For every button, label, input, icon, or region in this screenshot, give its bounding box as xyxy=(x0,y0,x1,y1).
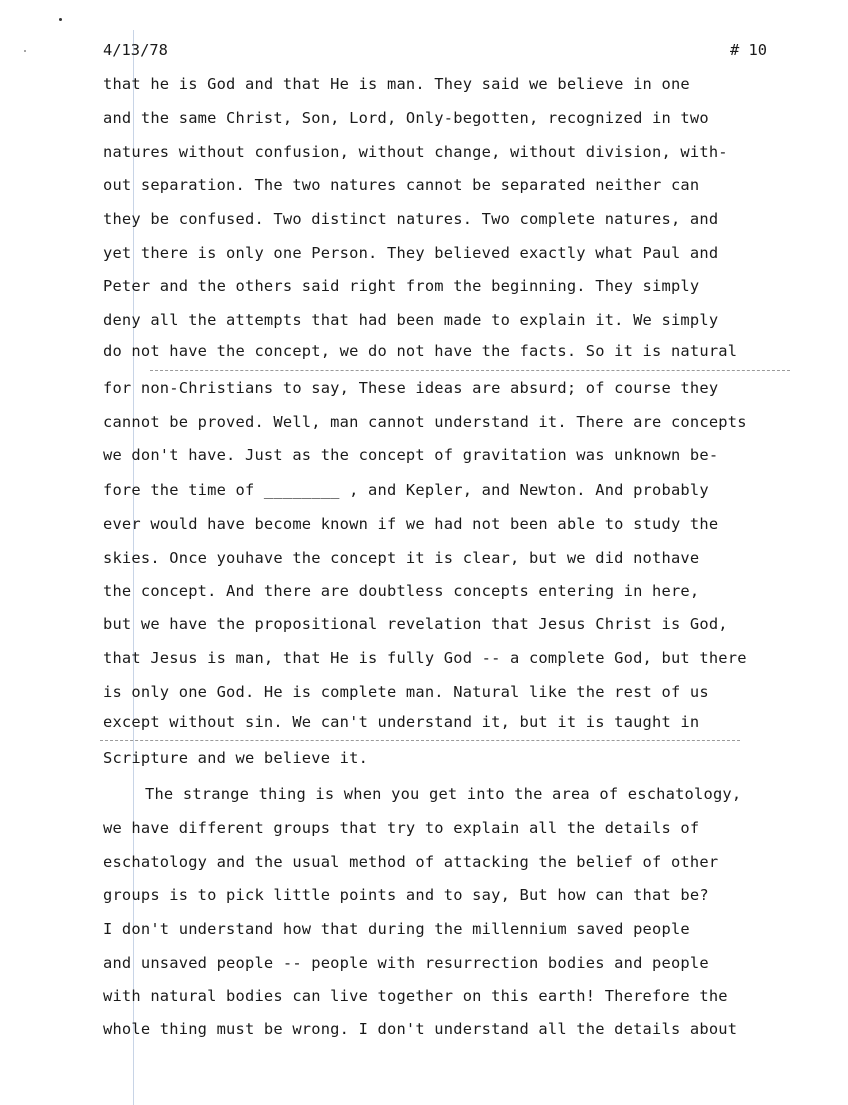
text-line: The strange thing is when you get into the area of eschatology, xyxy=(145,785,742,803)
text-line: natures without confusion, without change, without division, with- xyxy=(103,143,728,161)
text-line: Scripture and we believe it. xyxy=(103,749,369,767)
faint-dashed-rule xyxy=(150,370,790,371)
text-line: we don't have. Just as the concept of gravitation was unknown be- xyxy=(103,446,719,464)
text-line: they be confused. Two distinct natures. Two complete natures, and xyxy=(103,210,719,228)
text-line: out separation. The two natures cannot be separated neither can xyxy=(103,176,700,194)
ink-speck xyxy=(59,18,62,21)
text-line: with natural bodies can live together on this earth! Therefore the xyxy=(103,987,728,1005)
text-line: Peter and the others said right from the beginning. They simply xyxy=(103,277,700,295)
text-line: do not have the concept, we do not have the facts. So it is natural xyxy=(103,342,738,360)
text-line: ever would have become known if we had not been able to study the xyxy=(103,515,719,533)
text-line: groups is to pick little points and to say, But how can that be? xyxy=(103,886,709,904)
text-line: the concept. And there are doubtless concepts entering in here, xyxy=(103,582,700,600)
ink-speck xyxy=(24,50,26,52)
text-line: I don't understand how that during the millennium saved people xyxy=(103,920,690,938)
text-line: that he is God and that He is man. They said we believe in one xyxy=(103,75,690,93)
text-line: cannot be proved. Well, man cannot understand it. There are concepts xyxy=(103,413,747,431)
text-line: except without sin. We can't understand it, but it is taught in xyxy=(103,713,700,731)
page-number: # 10 xyxy=(730,41,768,59)
page-date: 4/13/78 xyxy=(103,41,168,59)
text-line: and unsaved people -- people with resurrection bodies and people xyxy=(103,954,709,972)
text-line: deny all the attempts that had been made to explain it. We simply xyxy=(103,311,719,329)
text-line: eschatology and the usual method of attacking the belief of other xyxy=(103,853,719,871)
text-line: is only one God. He is complete man. Natural like the rest of us xyxy=(103,683,709,701)
text-line: but we have the propositional revelation that Jesus Christ is God, xyxy=(103,615,728,633)
text-line: and the same Christ, Son, Lord, Only-begotten, recognized in two xyxy=(103,109,709,127)
text-line: that Jesus is man, that He is fully God -- a complete God, but there xyxy=(103,649,747,667)
text-line: we have different groups that try to explain all the details of xyxy=(103,819,700,837)
text-line: whole thing must be wrong. I don't understand all the details about xyxy=(103,1020,738,1038)
text-line: for non-Christians to say, These ideas are absurd; of course they xyxy=(103,379,719,397)
faint-dashed-rule xyxy=(100,740,740,741)
text-line: skies. Once youhave the concept it is clear, but we did nothave xyxy=(103,549,700,567)
text-line: fore the time of ________ , and Kepler, and Newton. And probably xyxy=(103,481,709,499)
text-line: yet there is only one Person. They believed exactly what Paul and xyxy=(103,244,719,262)
